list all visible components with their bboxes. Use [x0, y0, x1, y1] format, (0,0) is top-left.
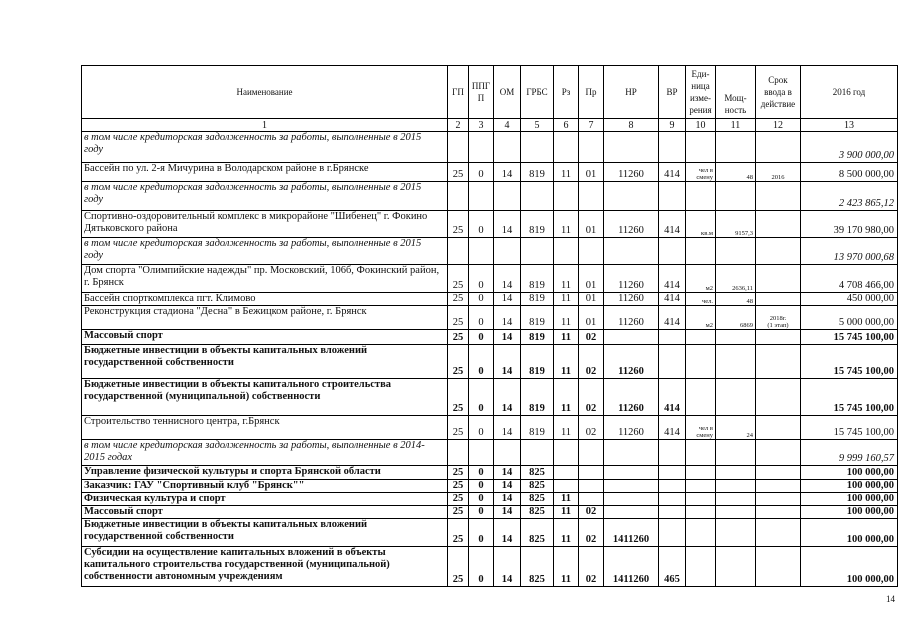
cell-rz: 11 — [554, 163, 579, 182]
cell-commissioning — [756, 293, 801, 306]
column-number: 6 — [554, 119, 579, 132]
cell-unit — [686, 182, 716, 211]
cell-om — [494, 238, 521, 265]
cell-grbs: 819 — [521, 163, 554, 182]
cell-vr: 414 — [659, 163, 686, 182]
column-number: 8 — [604, 119, 659, 132]
header-ppgp: ППГ П — [469, 66, 494, 119]
cell-nr: 11260 — [604, 379, 659, 416]
cell-unit — [686, 379, 716, 416]
cell-capacity: 2636,11 — [716, 265, 756, 293]
cell-gp: 25 — [448, 416, 469, 440]
cell-rz: 11 — [554, 493, 579, 506]
cell-grbs: 819 — [521, 306, 554, 330]
cell-gp: 25 — [448, 163, 469, 182]
budget-table — [81, 65, 898, 587]
column-number: 3 — [469, 119, 494, 132]
cell-nr: 1411260 — [604, 519, 659, 547]
cell-year2016: 100 000,00 — [801, 480, 898, 493]
table-row — [82, 345, 898, 379]
table-row — [82, 163, 898, 182]
cell-unit: чел в смену — [686, 416, 716, 440]
cell-grbs: 819 — [521, 379, 554, 416]
cell-year2016: 100 000,00 — [801, 506, 898, 519]
cell-rz: 11 — [554, 379, 579, 416]
cell-nr — [604, 493, 659, 506]
header-name: Наименование — [82, 66, 448, 119]
column-number: 10 — [686, 119, 716, 132]
cell-vr — [659, 238, 686, 265]
cell-ppgp — [469, 440, 494, 466]
cell-om: 14 — [494, 547, 521, 587]
cell-nr: 11260 — [604, 306, 659, 330]
cell-name: Бюджетные инвестиции в объекты капитального строительства государственной (муниципальной) собственности — [82, 379, 448, 416]
cell-grbs — [521, 182, 554, 211]
cell-nr — [604, 466, 659, 480]
header-gp: ГП — [448, 66, 469, 119]
cell-grbs: 825 — [521, 493, 554, 506]
cell-gp: 25 — [448, 293, 469, 306]
cell-gp: 25 — [448, 547, 469, 587]
cell-rz: 11 — [554, 211, 579, 238]
cell-pr: 01 — [579, 293, 604, 306]
cell-ppgp: 0 — [469, 547, 494, 587]
cell-nr: 11260 — [604, 265, 659, 293]
cell-grbs: 819 — [521, 265, 554, 293]
cell-om: 14 — [494, 466, 521, 480]
table-row — [82, 547, 898, 587]
table-row — [82, 330, 898, 345]
cell-vr — [659, 330, 686, 345]
cell-name: Реконструкция стадиона "Десна" в Бежицком районе, г. Брянск — [82, 306, 448, 330]
cell-name: в том числе кредиторская задолженность за работы, выполненные в 2015 году — [82, 132, 448, 163]
cell-pr: 02 — [579, 330, 604, 345]
cell-grbs — [521, 132, 554, 163]
cell-vr — [659, 466, 686, 480]
cell-rz: 11 — [554, 330, 579, 345]
cell-unit — [686, 547, 716, 587]
cell-commissioning — [756, 330, 801, 345]
cell-ppgp: 0 — [469, 265, 494, 293]
cell-year2016: 100 000,00 — [801, 519, 898, 547]
table-row — [82, 265, 898, 293]
cell-ppgp: 0 — [469, 345, 494, 379]
column-number: 4 — [494, 119, 521, 132]
cell-gp: 25 — [448, 306, 469, 330]
cell-pr — [579, 493, 604, 506]
cell-rz — [554, 182, 579, 211]
cell-commissioning — [756, 265, 801, 293]
cell-year2016: 100 000,00 — [801, 493, 898, 506]
table-row — [82, 519, 898, 547]
cell-unit — [686, 466, 716, 480]
cell-name: Бюджетные инвестиции в объекты капитальных вложений государственной собственности — [82, 519, 448, 547]
cell-rz — [554, 132, 579, 163]
cell-year2016: 39 170 980,00 — [801, 211, 898, 238]
cell-grbs — [521, 440, 554, 466]
cell-name: в том числе кредиторская задолженность за работы, выполненные в 2015 году — [82, 182, 448, 211]
cell-gp: 25 — [448, 506, 469, 519]
table-row — [82, 480, 898, 493]
cell-om: 14 — [494, 416, 521, 440]
column-number: 2 — [448, 119, 469, 132]
header-om: ОМ — [494, 66, 521, 119]
cell-grbs: 825 — [521, 466, 554, 480]
cell-ppgp: 0 — [469, 466, 494, 480]
cell-rz: 11 — [554, 265, 579, 293]
cell-nr: 11260 — [604, 293, 659, 306]
cell-year2016: 15 745 100,00 — [801, 416, 898, 440]
column-number-row — [82, 119, 898, 132]
cell-om: 14 — [494, 306, 521, 330]
cell-pr: 01 — [579, 265, 604, 293]
cell-grbs: 819 — [521, 416, 554, 440]
header-row — [82, 66, 898, 119]
cell-ppgp — [469, 132, 494, 163]
cell-pr: 01 — [579, 306, 604, 330]
cell-om: 14 — [494, 265, 521, 293]
cell-gp: 25 — [448, 379, 469, 416]
header-vr: ВР — [659, 66, 686, 119]
cell-nr — [604, 330, 659, 345]
cell-commissioning — [756, 182, 801, 211]
header-unit: Еди- ница изме- рения — [686, 66, 716, 119]
cell-nr: 11260 — [604, 416, 659, 440]
cell-vr — [659, 440, 686, 466]
cell-capacity — [716, 493, 756, 506]
cell-om: 14 — [494, 330, 521, 345]
cell-unit: кв.м — [686, 211, 716, 238]
table-row — [82, 293, 898, 306]
cell-om: 14 — [494, 480, 521, 493]
cell-unit — [686, 493, 716, 506]
cell-ppgp: 0 — [469, 211, 494, 238]
cell-capacity — [716, 519, 756, 547]
cell-pr — [579, 480, 604, 493]
cell-name: Бассейн спорткомплекса пгт. Климово — [82, 293, 448, 306]
cell-gp: 25 — [448, 466, 469, 480]
cell-capacity: 24 — [716, 416, 756, 440]
cell-gp — [448, 132, 469, 163]
cell-om — [494, 440, 521, 466]
cell-vr — [659, 506, 686, 519]
cell-vr: 414 — [659, 265, 686, 293]
cell-commissioning — [756, 440, 801, 466]
cell-year2016: 15 745 100,00 — [801, 330, 898, 345]
cell-nr — [604, 132, 659, 163]
cell-commissioning — [756, 493, 801, 506]
cell-grbs: 825 — [521, 506, 554, 519]
cell-gp: 25 — [448, 211, 469, 238]
column-number: 12 — [756, 119, 801, 132]
cell-rz: 11 — [554, 547, 579, 587]
cell-gp — [448, 238, 469, 265]
cell-vr — [659, 519, 686, 547]
cell-pr: 01 — [579, 163, 604, 182]
table-row — [82, 466, 898, 480]
column-number: 13 — [801, 119, 898, 132]
cell-capacity — [716, 330, 756, 345]
cell-name: Спортивно-оздоровительный комплекс в микрорайоне "Шибенец" г. Фокино Дятьковского района — [82, 211, 448, 238]
cell-ppgp: 0 — [469, 506, 494, 519]
cell-grbs — [521, 238, 554, 265]
cell-pr: 02 — [579, 547, 604, 587]
cell-grbs: 819 — [521, 293, 554, 306]
table-row — [82, 506, 898, 519]
cell-grbs: 825 — [521, 480, 554, 493]
cell-commissioning — [756, 345, 801, 379]
cell-year2016: 15 745 100,00 — [801, 379, 898, 416]
cell-year2016: 8 500 000,00 — [801, 163, 898, 182]
cell-gp: 25 — [448, 480, 469, 493]
cell-commissioning — [756, 466, 801, 480]
cell-grbs: 825 — [521, 519, 554, 547]
table-row — [82, 306, 898, 330]
cell-unit — [686, 506, 716, 519]
cell-capacity: 48 — [716, 293, 756, 306]
cell-grbs: 819 — [521, 345, 554, 379]
cell-ppgp: 0 — [469, 379, 494, 416]
cell-commissioning — [756, 416, 801, 440]
cell-pr: 02 — [579, 506, 604, 519]
cell-year2016: 9 999 160,57 — [801, 440, 898, 466]
cell-capacity: 6869 — [716, 306, 756, 330]
cell-year2016: 13 970 000,68 — [801, 238, 898, 265]
header-grbs: ГРБС — [521, 66, 554, 119]
cell-grbs: 819 — [521, 211, 554, 238]
cell-pr: 02 — [579, 416, 604, 440]
table-row — [82, 238, 898, 265]
cell-vr: 414 — [659, 306, 686, 330]
column-number: 5 — [521, 119, 554, 132]
cell-vr: 414 — [659, 211, 686, 238]
cell-year2016: 100 000,00 — [801, 466, 898, 480]
cell-commissioning: 2018г. (1 этап) — [756, 306, 801, 330]
cell-vr — [659, 132, 686, 163]
cell-capacity — [716, 506, 756, 519]
cell-pr: 02 — [579, 519, 604, 547]
cell-rz: 11 — [554, 345, 579, 379]
cell-ppgp: 0 — [469, 416, 494, 440]
cell-om: 14 — [494, 379, 521, 416]
cell-capacity — [716, 345, 756, 379]
cell-rz: 11 — [554, 416, 579, 440]
cell-capacity — [716, 547, 756, 587]
cell-ppgp: 0 — [469, 306, 494, 330]
column-number: 1 — [82, 119, 448, 132]
cell-gp: 25 — [448, 493, 469, 506]
cell-unit — [686, 330, 716, 345]
cell-commissioning — [756, 506, 801, 519]
cell-om: 14 — [494, 493, 521, 506]
cell-capacity — [716, 238, 756, 265]
cell-capacity — [716, 440, 756, 466]
cell-om — [494, 182, 521, 211]
cell-nr — [604, 238, 659, 265]
cell-rz — [554, 440, 579, 466]
cell-nr: 11260 — [604, 345, 659, 379]
cell-gp — [448, 182, 469, 211]
cell-commissioning: 2016 — [756, 163, 801, 182]
cell-unit: чел в смену — [686, 163, 716, 182]
cell-unit: чел. — [686, 293, 716, 306]
cell-ppgp: 0 — [469, 480, 494, 493]
cell-capacity: 48 — [716, 163, 756, 182]
cell-commissioning — [756, 132, 801, 163]
cell-rz: 11 — [554, 306, 579, 330]
header-rz: Рз — [554, 66, 579, 119]
cell-rz — [554, 238, 579, 265]
cell-ppgp: 0 — [469, 293, 494, 306]
table-row — [82, 132, 898, 163]
cell-name: Бассейн по ул. 2-я Мичурина в Володарском районе в г.Брянске — [82, 163, 448, 182]
cell-capacity — [716, 466, 756, 480]
column-number: 11 — [716, 119, 756, 132]
cell-unit — [686, 132, 716, 163]
table-row — [82, 211, 898, 238]
header-year2016: 2016 год — [801, 66, 898, 119]
cell-pr: 01 — [579, 211, 604, 238]
cell-vr — [659, 345, 686, 379]
cell-year2016: 3 900 000,00 — [801, 132, 898, 163]
table-row — [82, 182, 898, 211]
cell-ppgp — [469, 238, 494, 265]
cell-nr — [604, 506, 659, 519]
cell-nr — [604, 440, 659, 466]
header-pr: Пр — [579, 66, 604, 119]
column-number: 9 — [659, 119, 686, 132]
cell-vr: 414 — [659, 293, 686, 306]
cell-year2016: 5 000 000,00 — [801, 306, 898, 330]
cell-ppgp: 0 — [469, 330, 494, 345]
header-commissioning: Срок ввода в действие — [756, 66, 801, 119]
cell-gp: 25 — [448, 330, 469, 345]
cell-om: 14 — [494, 163, 521, 182]
cell-commissioning — [756, 211, 801, 238]
cell-om: 14 — [494, 211, 521, 238]
cell-name: Физическая культура и спорт — [82, 493, 448, 506]
cell-unit — [686, 345, 716, 379]
cell-pr — [579, 182, 604, 211]
cell-grbs: 825 — [521, 547, 554, 587]
cell-gp: 25 — [448, 345, 469, 379]
cell-pr — [579, 238, 604, 265]
cell-commissioning — [756, 547, 801, 587]
cell-rz — [554, 480, 579, 493]
cell-rz: 11 — [554, 293, 579, 306]
table-row — [82, 440, 898, 466]
cell-name: Массовый спорт — [82, 330, 448, 345]
cell-pr — [579, 466, 604, 480]
cell-rz: 11 — [554, 519, 579, 547]
cell-name: в том числе кредиторская задолженность за работы, выполненные в 2014- 2015 годах — [82, 440, 448, 466]
cell-name: Субсидии на осуществление капитальных вложений в объекты капитального строительства государственной (муниципальной) собственности автономным учреждениям — [82, 547, 448, 587]
cell-om: 14 — [494, 506, 521, 519]
cell-om: 14 — [494, 293, 521, 306]
cell-ppgp: 0 — [469, 163, 494, 182]
cell-capacity — [716, 132, 756, 163]
cell-gp — [448, 440, 469, 466]
table-row — [82, 493, 898, 506]
cell-year2016: 100 000,00 — [801, 547, 898, 587]
cell-grbs: 819 — [521, 330, 554, 345]
cell-name: Бюджетные инвестиции в объекты капитальных вложений государственной собственности — [82, 345, 448, 379]
cell-unit: м2 — [686, 306, 716, 330]
cell-vr — [659, 182, 686, 211]
cell-name: Управление физической культуры и спорта Брянской области — [82, 466, 448, 480]
cell-vr: 414 — [659, 379, 686, 416]
cell-year2016: 450 000,00 — [801, 293, 898, 306]
header-nr: НР — [604, 66, 659, 119]
column-number: 7 — [579, 119, 604, 132]
cell-year2016: 4 708 466,00 — [801, 265, 898, 293]
cell-nr: 11260 — [604, 211, 659, 238]
cell-pr: 02 — [579, 345, 604, 379]
cell-om — [494, 132, 521, 163]
cell-name: Заказчик: ГАУ "Спортивный клуб "Брянск"" — [82, 480, 448, 493]
cell-capacity — [716, 480, 756, 493]
cell-capacity: 9157,3 — [716, 211, 756, 238]
cell-nr — [604, 182, 659, 211]
cell-om: 14 — [494, 345, 521, 379]
table-row — [82, 416, 898, 440]
cell-name: Массовый спорт — [82, 506, 448, 519]
cell-unit: м2 — [686, 265, 716, 293]
cell-name: Строительство теннисного центра, г.Брянск — [82, 416, 448, 440]
table-body — [82, 132, 898, 587]
cell-gp: 25 — [448, 265, 469, 293]
cell-vr: 465 — [659, 547, 686, 587]
cell-nr: 1411260 — [604, 547, 659, 587]
cell-name: Дом спорта "Олимпийские надежды" пр. Московский, 106б, Фокинский район, г. Брянск — [82, 265, 448, 293]
cell-unit — [686, 238, 716, 265]
cell-name: в том числе кредиторская задолженность за работы, выполненные в 2015 году — [82, 238, 448, 265]
cell-ppgp — [469, 182, 494, 211]
cell-ppgp: 0 — [469, 493, 494, 506]
page-number: 14 — [886, 594, 895, 604]
cell-pr — [579, 440, 604, 466]
cell-gp: 25 — [448, 519, 469, 547]
cell-nr: 11260 — [604, 163, 659, 182]
header-capacity: Мощ- ность — [716, 66, 756, 119]
cell-ppgp: 0 — [469, 519, 494, 547]
cell-vr — [659, 480, 686, 493]
cell-unit — [686, 519, 716, 547]
cell-year2016: 2 423 865,12 — [801, 182, 898, 211]
cell-om: 14 — [494, 519, 521, 547]
cell-pr — [579, 132, 604, 163]
table-row — [82, 379, 898, 416]
cell-vr: 414 — [659, 416, 686, 440]
cell-capacity — [716, 379, 756, 416]
cell-commissioning — [756, 379, 801, 416]
cell-rz: 11 — [554, 506, 579, 519]
cell-commissioning — [756, 519, 801, 547]
cell-rz — [554, 466, 579, 480]
cell-year2016: 15 745 100,00 — [801, 345, 898, 379]
cell-capacity — [716, 182, 756, 211]
cell-commissioning — [756, 238, 801, 265]
cell-unit — [686, 440, 716, 466]
cell-unit — [686, 480, 716, 493]
cell-commissioning — [756, 480, 801, 493]
cell-vr — [659, 493, 686, 506]
cell-pr: 02 — [579, 379, 604, 416]
cell-nr — [604, 480, 659, 493]
